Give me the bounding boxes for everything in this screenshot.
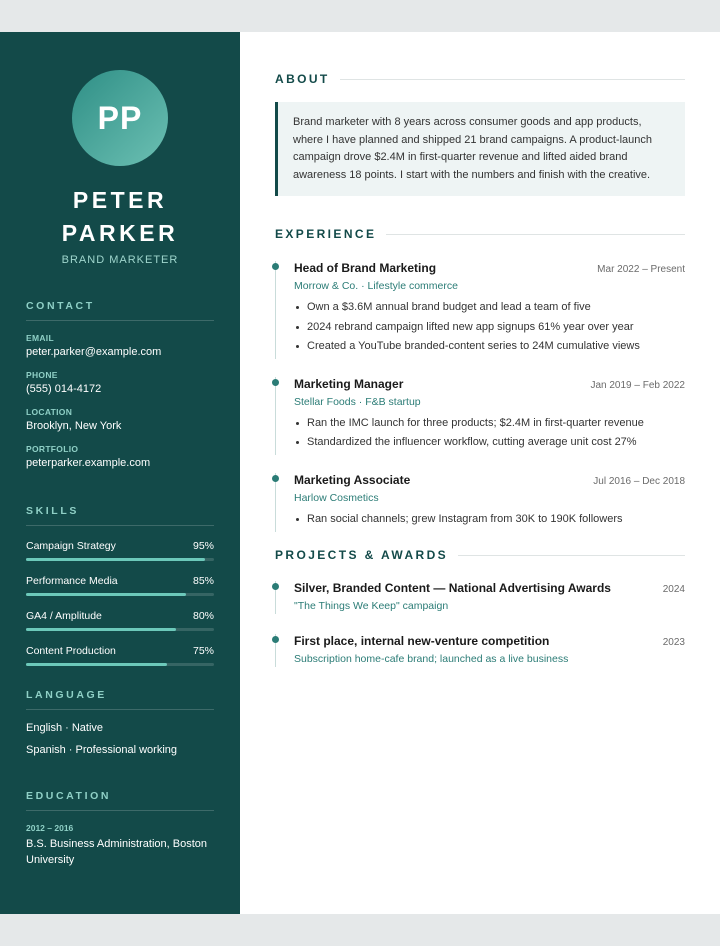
phone-label: PHONE [26,370,58,380]
email-value[interactable]: peter.parker@example.com [26,346,162,358]
timeline-dot [272,379,279,386]
project-year: 2023 [662,637,685,648]
job-bullets [294,510,685,530]
skill-item [26,610,214,631]
job-bullet: Created a YouTube branded-content series to 24M cumulative views [294,337,685,357]
timeline-dot [272,583,279,590]
experience-entry [275,261,685,359]
resume-page [0,32,720,914]
skill-bar-fill [26,593,186,596]
contact-section [26,300,214,469]
portfolio-label: PORTFOLIO [26,444,79,454]
skill-bar [26,628,214,631]
about-text: Brand marketer with 8 years across consumer goods and app products, where I have planned and shipped 21 brand campaigns. A product-launch campaign drove $2.4M in first-quarter revenue and lifted aided brand awareness 18 points. I start with the numbers and finish with the creative. [275,102,685,196]
job-bullet: Ran social channels; grew Instagram from 30K to 190K followers [294,510,685,530]
skills-section [26,505,214,666]
project-detail: Subscription home-cafe brand; launched as a live business [294,653,569,665]
projects-section [275,548,685,667]
job-bullets [294,298,685,357]
job-bullet: Standardized the influencer workflow, cutting average unit cost 27% [294,433,685,453]
job-dates: Jul 2016 – Dec 2018 [593,475,685,487]
language-heading: LANGUAGE [26,689,214,710]
email-label: EMAIL [26,333,54,343]
skills-heading: SKILLS [26,505,214,526]
experience-entry [275,377,685,455]
experience-heading: EXPERIENCE [275,227,685,241]
about-heading: ABOUT [275,72,685,86]
job-title: Head of Brand Marketing [294,261,437,275]
location-value: Brooklyn, New York [26,420,122,432]
job-bullet: Own a $3.6M annual brand budget and lead a team of five [294,298,685,318]
skill-bar-fill [26,628,176,631]
main-content [240,32,720,914]
job-company: Stellar Foods · F&B startup [294,395,421,408]
skill-level: 95% [192,540,214,552]
project-entry [275,581,685,614]
language-item: Spanish · Professional working [26,744,178,756]
skill-bar-fill [26,558,205,561]
education-section [26,790,214,868]
experience-entry [275,473,685,532]
skill-name: Content Production [26,645,116,657]
job-company: Morrow & Co. · Lifestyle commerce [294,280,458,292]
project-year: 2024 [662,584,685,595]
skill-item [26,575,214,596]
skill-item [26,645,214,666]
job-title: Marketing Manager [294,376,404,391]
skill-level: 75% [192,645,214,657]
job-company: Harlow Cosmetics [294,491,379,504]
skill-name: GA4 / Amplitude [26,610,102,622]
timeline-dot [272,475,279,482]
sidebar [0,32,240,914]
job-title: Marketing Associate [294,472,411,487]
education-years: 2012 – 2016 [26,823,74,833]
contact-heading: CONTACT [26,300,214,321]
timeline-dot [272,263,279,270]
about-section [275,72,685,196]
project-entry [275,634,685,667]
candidate-name [0,184,240,250]
skill-item [26,540,214,561]
skill-name: Campaign Strategy [26,540,116,552]
job-bullet: Ran the IMC launch for three products; $2.4M in first-quarter revenue [294,414,685,434]
skill-bar-fill [26,663,167,666]
timeline-dot [272,636,279,643]
skill-bar [26,558,214,561]
phone-value[interactable]: (555) 014-4172 [26,383,102,395]
skill-bar [26,663,214,666]
name-first: PETER [72,187,168,213]
skill-name: Performance Media [26,575,118,587]
avatar: PP [72,70,168,166]
job-dates: Mar 2022 – Present [597,264,685,275]
skill-bar [26,593,214,596]
skill-level: 80% [192,610,214,622]
project-title: Silver, Branded Content — National Advertising Awards [294,581,611,595]
language-section [26,689,214,756]
language-item: English · Native [26,722,104,734]
skill-level: 85% [192,575,214,587]
education-heading: EDUCATION [26,790,214,811]
job-dates: Jan 2019 – Feb 2022 [590,379,685,391]
portfolio-link[interactable]: peterparker.example.com [26,457,151,469]
project-title: First place, internal new-venture competition [294,634,550,648]
location-label: LOCATION [26,407,73,417]
name-last: PARKER [61,220,179,246]
projects-heading: PROJECTS & AWARDS [275,548,685,562]
education-degree: B.S. Business Administration, Boston University [26,838,207,866]
project-detail: "The Things We Keep" campaign [294,600,449,612]
experience-section [275,227,685,532]
candidate-role: BRAND MARKETER [61,254,179,266]
job-bullet: 2024 rebrand campaign lifted new app signups 61% year over year [294,318,685,338]
job-bullets [294,414,685,453]
